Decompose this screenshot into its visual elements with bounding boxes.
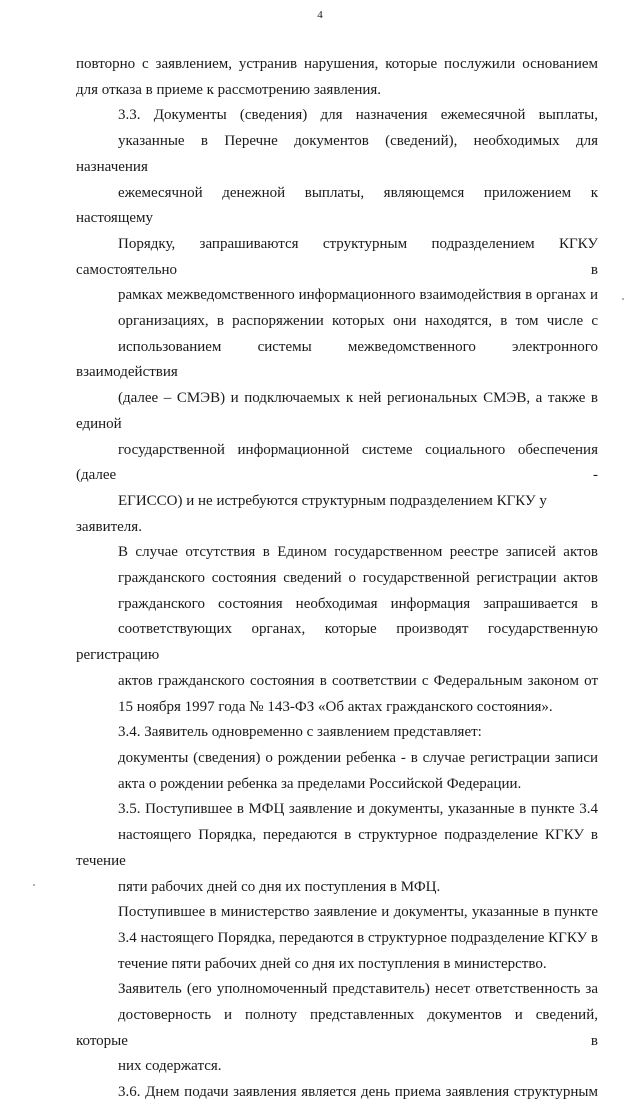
page-number: 4 [317, 9, 323, 21]
text-line: для отказа в приеме к рассмотрению заявления. [76, 81, 382, 98]
text-line: Заявитель (его уполномоченный представитель) несет ответственность за [118, 981, 598, 998]
text-line: них содержатся. [118, 1058, 222, 1075]
paragraph [76, 103, 598, 540]
text-line: Поступившее в министерство заявление и документы, указанные в пункте [118, 904, 598, 921]
scan-speck [33, 884, 35, 886]
text-line: 15 ноября 1997 года № 143-ФЗ «Об актах гражданского состояния». [118, 698, 553, 715]
text-line: (далее – СМЭВ) и подключаемых к ней региональных СМЭВ, а также в единой [76, 390, 598, 432]
text-line: рамках межведомственного информационного взаимодействия в органах и [118, 287, 598, 304]
text-line: течение пяти рабочих дней со дня их поступления в министерство. [118, 955, 547, 972]
paragraph [76, 977, 598, 1080]
paragraph [76, 540, 598, 720]
text-line: организациях, в распоряжении которых они находятся, в том числе с [118, 313, 598, 330]
paragraph [76, 1080, 598, 1106]
document-body [76, 52, 598, 1106]
text-line: 3.5. Поступившее в МФЦ заявление и документы, указанные в пункте 3.4 [118, 801, 598, 818]
text-line: акта о рождении ребенка за пределами Российской Федерации. [118, 775, 522, 792]
text-line: 3.4 настоящего Порядка, передаются в структурное подразделение КГКУ в [118, 929, 598, 946]
text-line: настоящего Порядка, передаются в структурное подразделение КГКУ в течение [76, 827, 598, 869]
text-line: ЕГИССО) и не истребуются структурным подразделением КГКУ у заявителя. [76, 492, 547, 535]
text-line: гражданского состояния сведений о государственной регистрации актов [118, 570, 598, 587]
paragraph [76, 746, 598, 797]
text-line: Порядку, запрашиваются структурным подразделением КГКУ самостоятельно в [76, 235, 598, 278]
text-line: В случае отсутствия в Едином государственном реестре записей актов [118, 544, 598, 561]
text-line: 3.3. Документы (сведения) для назначения ежемесячной выплаты, [118, 107, 598, 124]
text-line: 3.6. Днем подачи заявления является день приема заявления структурным [118, 1084, 598, 1101]
text-line: использованием системы межведомственного электронного взаимодействия [76, 338, 598, 381]
text-line: пяти рабочих дней со дня их поступления в МФЦ. [118, 878, 441, 895]
text-line: гражданского состояния необходимая информация запрашивается в [118, 595, 598, 612]
scan-speck [622, 298, 624, 300]
text-line: 3.4. Заявитель одновременно с заявлением представляет: [118, 724, 482, 741]
text-line: указанные в Перечне документов (сведений), необходимых для назначения [76, 133, 598, 175]
text-line: ежемесячной денежной выплаты, являющемся приложением к настоящему [76, 184, 598, 227]
paragraph [76, 52, 598, 103]
paragraph [76, 720, 598, 746]
text-line: документы (сведения) о рождении ребенка - в случае регистрации записи [118, 749, 598, 766]
paragraph [76, 900, 598, 977]
text-line: соответствующих органах, которые производят государственную регистрацию [76, 621, 598, 664]
text-line: актов гражданского состояния в соответствии с Федеральным законом от [118, 672, 598, 689]
text-line: повторно с заявлением, устранив нарушения, которые послужили основанием [76, 56, 598, 72]
paragraph [76, 797, 598, 900]
text-line: государственной информационной системе социального обеспечения (далее - [76, 441, 598, 484]
text-line: достоверность и полноту представленных документов и сведений, которые в [76, 1007, 598, 1049]
